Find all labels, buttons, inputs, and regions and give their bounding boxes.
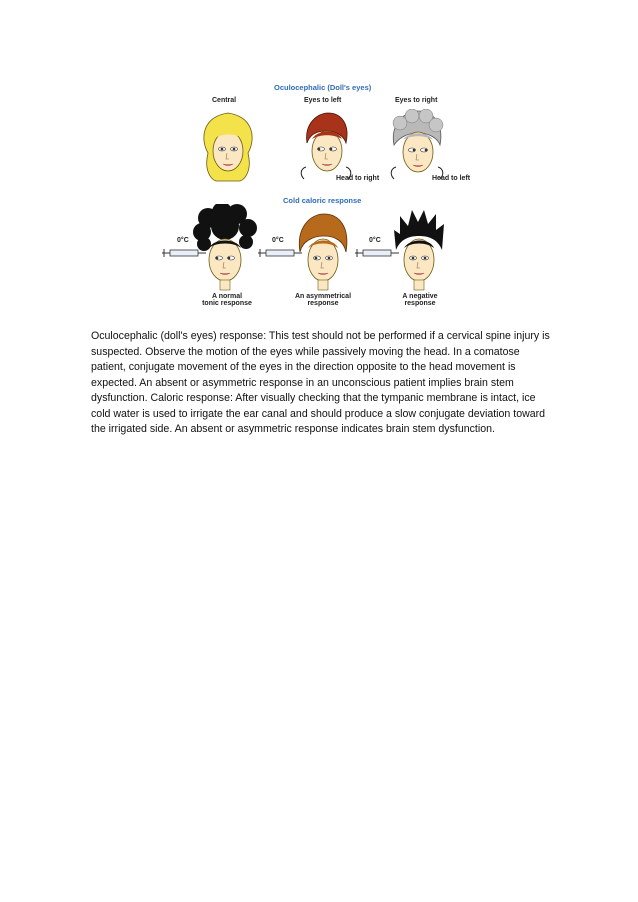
label-eyes-right: Eyes to right: [395, 97, 438, 104]
body-paragraph: Oculocephalic (doll's eyes) response: This test should not be performed if a cervical spine injury is suspected. Observe the motion of the eyes while passively moving the head. In a comatose patient, conjugate movement of the eyes in the direction opposite to the head movement is expected. An absent or asymmetric response in an unconscious patient implies brain stem dysfunction. Caloric response: After visually checking that the tympanic membrane is intact, ice cold water is used to irrigate the ear canal and should produce a slow conjugate deviation toward the irrigated side. An absent or asymmetric response indicates brain stem dysfunction.: [91, 330, 550, 435]
label-negative: [390, 293, 450, 307]
face-eyes-right: [388, 109, 446, 185]
label-asymmetrical: [287, 293, 359, 307]
reflex-illustration: [150, 76, 490, 316]
label-line: A negative: [402, 293, 438, 300]
temp-label-3: 0°C: [369, 237, 381, 244]
temp-label-2: 0°C: [272, 237, 284, 244]
label-line: response: [404, 300, 436, 307]
face-central: [200, 109, 256, 185]
label-line: A normal: [211, 293, 243, 300]
doll-eyes-title: Oculocephalic (Doll's eyes): [274, 83, 372, 92]
label-eyes-left: Eyes to left: [304, 97, 342, 104]
face-negative: [390, 208, 448, 292]
label-line: response: [307, 300, 339, 307]
label-normal-tonic: [197, 293, 257, 307]
label-head-right: Head to right: [336, 175, 380, 182]
label-central: Central: [212, 97, 237, 104]
face-normal-tonic: [192, 204, 258, 292]
caloric-title: Cold caloric response: [283, 196, 362, 205]
label-head-left: Head to left: [432, 175, 471, 182]
label-line: tonic response: [202, 300, 252, 307]
temp-label-1: 0°C: [177, 237, 189, 244]
face-asymmetrical: [294, 212, 352, 292]
label-line: An asymmetrical: [294, 293, 352, 300]
face-eyes-left: [298, 109, 354, 185]
